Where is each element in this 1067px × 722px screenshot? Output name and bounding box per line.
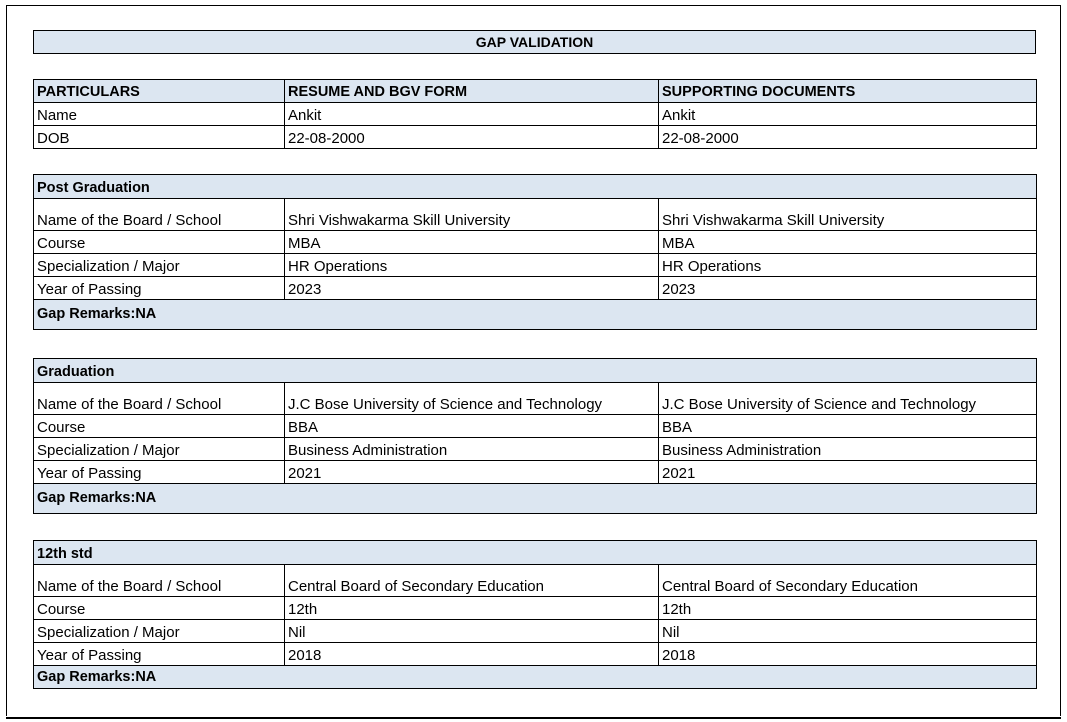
section-heading: Post Graduation xyxy=(34,175,1037,199)
resume-value: 2021 xyxy=(285,461,659,484)
table-row xyxy=(34,415,1037,438)
table-row xyxy=(34,199,1037,231)
row-label: DOB xyxy=(34,126,285,149)
gap-remarks: Gap Remarks:NA xyxy=(34,666,1037,689)
resume-value: Business Administration xyxy=(285,438,659,461)
table-row xyxy=(34,438,1037,461)
12th-std-table xyxy=(33,540,1037,689)
document-value: 12th xyxy=(659,597,1037,620)
resume-value: MBA xyxy=(285,231,659,254)
post-graduation-table xyxy=(33,174,1037,330)
graduation-table xyxy=(33,358,1037,514)
row-label: Year of Passing xyxy=(34,643,285,666)
table-row xyxy=(34,126,1037,149)
table-row xyxy=(34,383,1037,415)
row-label: Course xyxy=(34,231,285,254)
bottom-border xyxy=(6,717,1061,719)
table-row xyxy=(34,231,1037,254)
document-value: J.C Bose University of Science and Technology xyxy=(659,383,1037,415)
page-title: GAP VALIDATION xyxy=(33,30,1036,54)
document-value: Business Administration xyxy=(659,438,1037,461)
row-label: Year of Passing xyxy=(34,461,285,484)
table-header-row xyxy=(34,80,1037,103)
document-value: 2018 xyxy=(659,643,1037,666)
document-value: 2023 xyxy=(659,277,1037,300)
row-label: Name xyxy=(34,103,285,126)
document-value: MBA xyxy=(659,231,1037,254)
document-value: BBA xyxy=(659,415,1037,438)
table-row xyxy=(34,103,1037,126)
row-label: Specialization / Major xyxy=(34,254,285,277)
section-heading: Graduation xyxy=(34,359,1037,383)
resume-value: 2023 xyxy=(285,277,659,300)
row-label: Name of the Board / School xyxy=(34,565,285,597)
row-label: Name of the Board / School xyxy=(34,383,285,415)
table-row xyxy=(34,461,1037,484)
resume-value: J.C Bose University of Science and Technology xyxy=(285,383,659,415)
resume-value: 12th xyxy=(285,597,659,620)
header-particulars: PARTICULARS xyxy=(34,80,285,103)
row-label: Year of Passing xyxy=(34,277,285,300)
document-value: Nil xyxy=(659,620,1037,643)
resume-value: BBA xyxy=(285,415,659,438)
section-heading: 12th std xyxy=(34,541,1037,565)
table-row xyxy=(34,254,1037,277)
row-label: Course xyxy=(34,597,285,620)
gap-remarks: Gap Remarks:NA xyxy=(34,300,1037,330)
row-label: Specialization / Major xyxy=(34,620,285,643)
resume-value: 2018 xyxy=(285,643,659,666)
gap-remarks: Gap Remarks:NA xyxy=(34,484,1037,514)
table-row xyxy=(34,597,1037,620)
document-value: 22-08-2000 xyxy=(659,126,1037,149)
table-row xyxy=(34,620,1037,643)
document-value: 2021 xyxy=(659,461,1037,484)
table-row xyxy=(34,565,1037,597)
resume-value: HR Operations xyxy=(285,254,659,277)
row-label: Specialization / Major xyxy=(34,438,285,461)
resume-value: Nil xyxy=(285,620,659,643)
header-supporting-docs: SUPPORTING DOCUMENTS xyxy=(659,80,1037,103)
document-value: Shri Vishwakarma Skill University xyxy=(659,199,1037,231)
header-resume-bgv: RESUME AND BGV FORM xyxy=(285,80,659,103)
row-label: Course xyxy=(34,415,285,438)
resume-value: Shri Vishwakarma Skill University xyxy=(285,199,659,231)
resume-value: 22-08-2000 xyxy=(285,126,659,149)
resume-value: Ankit xyxy=(285,103,659,126)
row-label: Name of the Board / School xyxy=(34,199,285,231)
personal-details-table xyxy=(33,79,1037,149)
resume-value: Central Board of Secondary Education xyxy=(285,565,659,597)
document-value: Ankit xyxy=(659,103,1037,126)
document-value: HR Operations xyxy=(659,254,1037,277)
document-value: Central Board of Secondary Education xyxy=(659,565,1037,597)
table-row xyxy=(34,277,1037,300)
table-row xyxy=(34,643,1037,666)
